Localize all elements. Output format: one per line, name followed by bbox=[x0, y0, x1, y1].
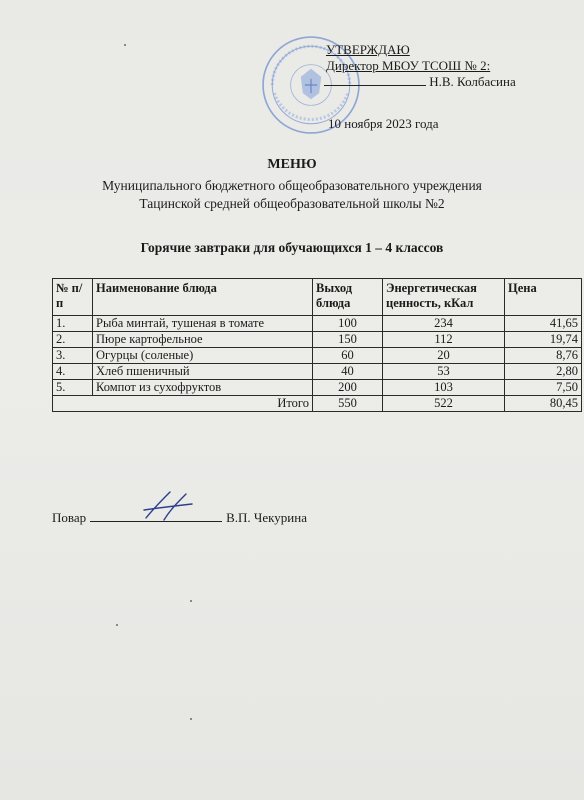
cook-label: Повар bbox=[52, 510, 87, 525]
row-price: 7,50 bbox=[505, 380, 582, 396]
cook-signature-line bbox=[90, 521, 222, 522]
row-num: 5. bbox=[53, 380, 93, 396]
row-dish-name: Рыба минтай, тушеная в томате bbox=[93, 316, 313, 332]
row-num: 3. bbox=[53, 348, 93, 364]
table-row bbox=[53, 380, 582, 396]
row-output: 40 bbox=[313, 364, 383, 380]
director-position bbox=[326, 58, 516, 74]
row-energy: 112 bbox=[383, 332, 505, 348]
director-position-text: Директор МБОУ ТСОШ № 2: bbox=[326, 58, 491, 73]
row-output: 60 bbox=[313, 348, 383, 364]
org-line-2: Тацинской средней общеобразовательной школы №2 bbox=[139, 196, 445, 211]
signature-blank bbox=[324, 85, 426, 86]
row-dish-name: Хлеб пшеничный bbox=[93, 364, 313, 380]
total-energy: 522 bbox=[383, 396, 505, 412]
table-row bbox=[53, 316, 582, 332]
column-header-name: Наименование блюда bbox=[93, 279, 313, 316]
row-energy: 234 bbox=[383, 316, 505, 332]
table-row bbox=[53, 364, 582, 380]
total-output: 550 bbox=[313, 396, 383, 412]
row-num: 4. bbox=[53, 364, 93, 380]
table-row bbox=[53, 348, 582, 364]
row-price: 2,80 bbox=[505, 364, 582, 380]
row-num: 2. bbox=[53, 332, 93, 348]
table-total-row bbox=[53, 396, 582, 412]
cook-name: В.П. Чекурина bbox=[226, 510, 307, 525]
column-header-num: № п/п bbox=[53, 279, 93, 316]
row-output: 150 bbox=[313, 332, 383, 348]
director-name: Н.В. Колбасина bbox=[429, 74, 516, 89]
approval-date: 10 ноября 2023 года bbox=[328, 116, 439, 131]
row-dish-name: Пюре картофельное bbox=[93, 332, 313, 348]
row-price: 41,65 bbox=[505, 316, 582, 332]
row-price: 8,76 bbox=[505, 348, 582, 364]
column-header-price: Цена bbox=[505, 279, 582, 316]
scan-speck bbox=[190, 600, 192, 602]
column-header-output: Выход блюда bbox=[313, 279, 383, 316]
row-num: 1. bbox=[53, 316, 93, 332]
table-row bbox=[53, 332, 582, 348]
scan-speck bbox=[116, 624, 118, 626]
approval-block bbox=[326, 42, 516, 90]
organization-name bbox=[0, 177, 584, 213]
row-dish-name: Компот из сухофруктов bbox=[93, 380, 313, 396]
row-energy: 103 bbox=[383, 380, 505, 396]
row-output: 100 bbox=[313, 316, 383, 332]
scan-speck bbox=[190, 718, 192, 720]
column-header-energy: Энергетическая ценность, кКал bbox=[383, 279, 505, 316]
director-signature-line bbox=[326, 74, 516, 90]
scan-speck bbox=[124, 44, 126, 46]
row-price: 19,74 bbox=[505, 332, 582, 348]
total-price: 80,45 bbox=[505, 396, 582, 412]
document-title: МЕНЮ bbox=[267, 157, 317, 172]
row-energy: 20 bbox=[383, 348, 505, 364]
approval-title: УТВЕРЖДАЮ bbox=[326, 42, 410, 57]
org-line-1: Муниципального бюджетного общеобразовательного учреждения bbox=[102, 178, 482, 193]
row-output: 200 bbox=[313, 380, 383, 396]
row-dish-name: Огурцы (соленые) bbox=[93, 348, 313, 364]
total-label: Итого bbox=[53, 396, 313, 412]
cook-signature-block bbox=[52, 510, 307, 526]
row-energy: 53 bbox=[383, 364, 505, 380]
table-header-row bbox=[53, 279, 582, 316]
menu-table bbox=[52, 278, 582, 412]
menu-subtitle: Горячие завтраки для обучающихся 1 – 4 классов bbox=[140, 240, 444, 255]
